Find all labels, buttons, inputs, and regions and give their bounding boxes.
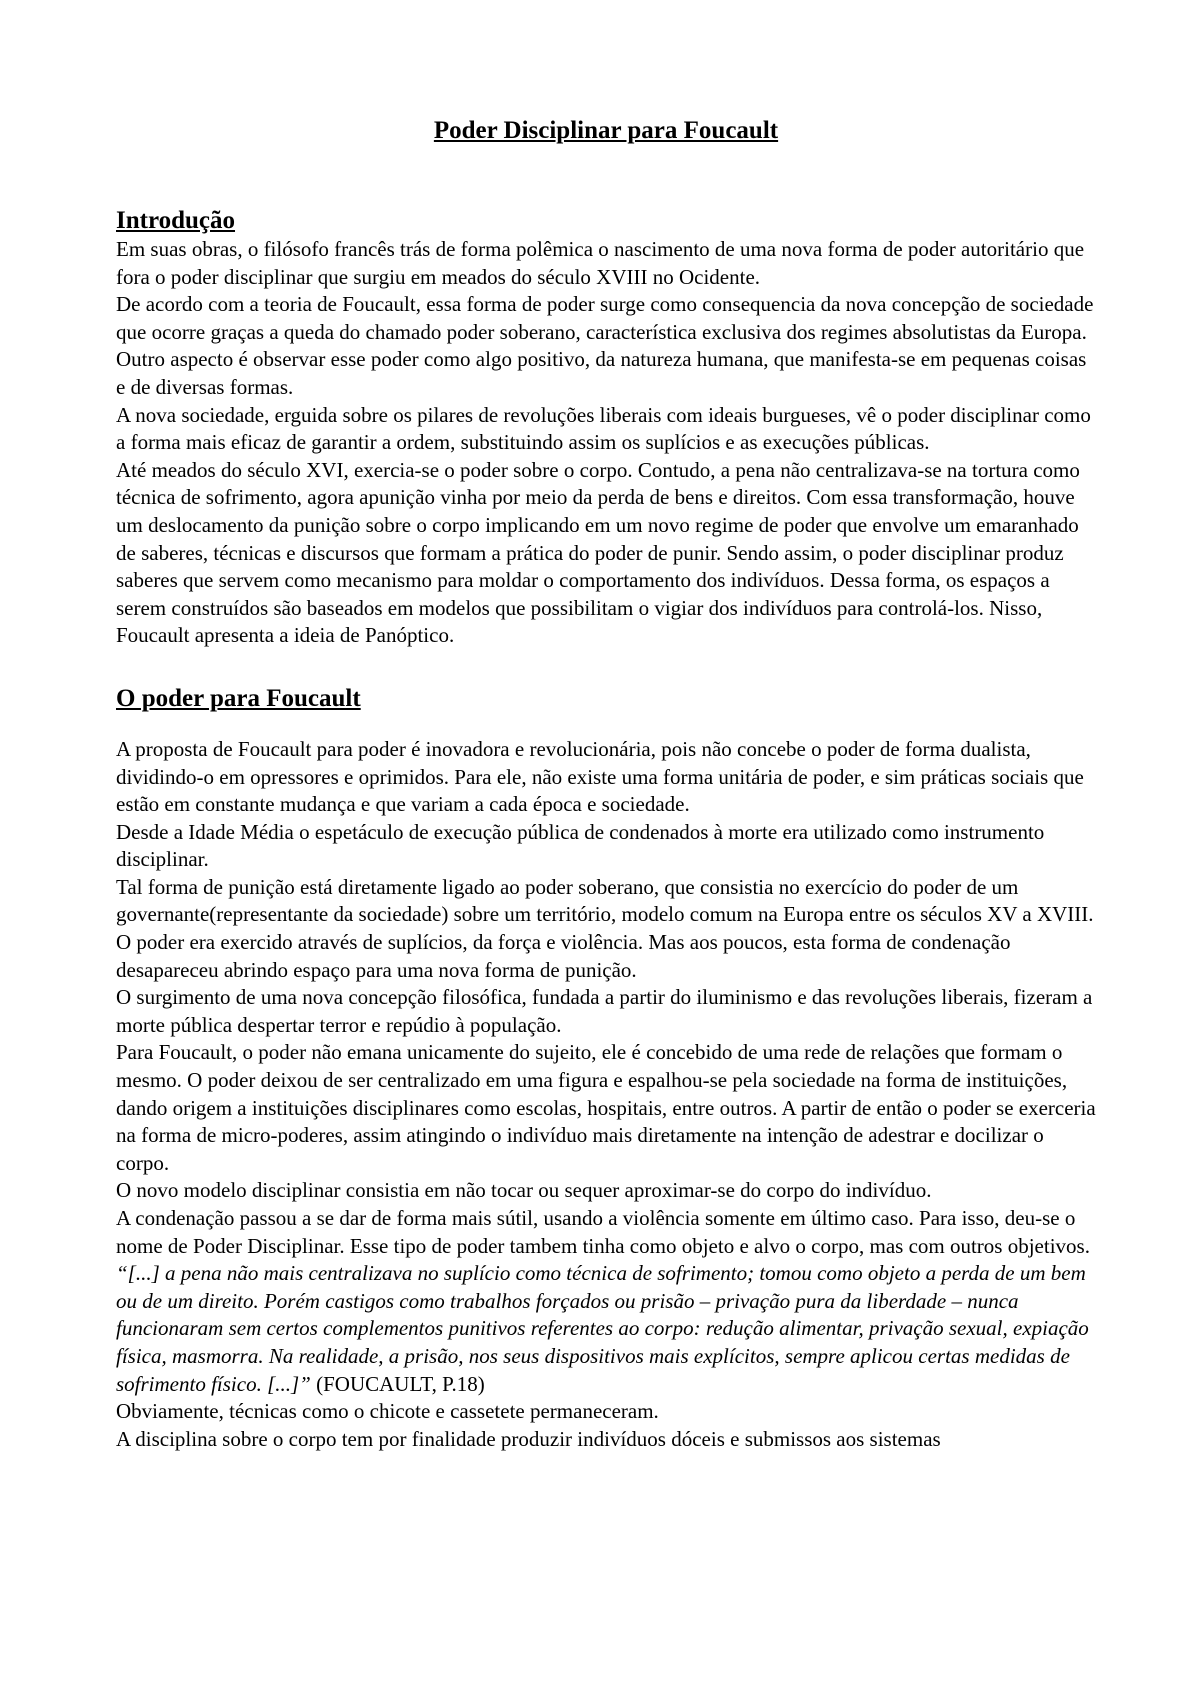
paragraph: Para Foucault, o poder não emana unicamente do sujeito, ele é concebido de uma rede de relações que formam o mesmo. O poder deixou de ser centralizado em uma figura e espalhou-se pela sociedade na forma de instituições, dando origem a instituições disciplinares como escolas, hospitais, entre outros. A partir de então o poder se exerceria na forma de micro-poderes, assim atingindo o indivíduo mais diretamente na intenção de adestrar e docilizar o corpo. (116, 1040, 1096, 1175)
paragraph: A proposta de Foucault para poder é inovadora e revolucionária, pois não concebe o poder de forma dualista, dividindo-o em opressores e oprimidos. Para ele, não existe uma forma unitária de poder, e sim práticas sociais que estão em constante mudança e que variam a cada época e sociedade. (116, 736, 1084, 817)
section-heading-o-poder-para-foucault: O poder para Foucault (116, 684, 361, 712)
document-title: Poder Disciplinar para Foucault (433, 117, 779, 144)
document-page (116, 116, 1096, 1453)
paragraph: Tal forma de punição está diretamente ligado ao poder soberano, que consistia no exercício do poder de um governante(representante da sociedade) sobre um território, modelo comum na Europa entre os séculos XV a XVIII. (116, 874, 1094, 927)
citation: (FOUCAULT, P.18) (310, 1371, 485, 1396)
paragraph: O novo modelo disciplinar consistia em não tocar ou sequer aproximar-se do corpo do indivíduo. (116, 1178, 932, 1203)
paragraph: O poder era exercido através de suplícios, da força e violência. Mas aos poucos, esta forma de condenação desapareceu abrindo espaço para uma nova forma de punição. (116, 930, 1011, 982)
quote-paragraph (116, 1205, 1096, 1398)
paragraph: Em suas obras, o filósofo francês trás de forma polêmica o nascimento de uma nova forma de poder autoritário que fora o poder disciplinar que surgiu em meados do século XVIII no Ocidente. (116, 237, 1085, 289)
paragraph: Até meados do século XVI, exercia-se o poder sobre o corpo. Contudo, a pena não centralizava-se na tortura como técnica de sofrimento, agora apunição vinha por meio da perda de bens e direitos. Com essa transformação, houve um deslocamento da punição sobre o corpo implicando em um novo regime de poder que envolve um emaranhado de saberes, técnicas e discursos que formam a prática do poder de punir. Sendo assim, o poder disciplinar produz saberes que servem como mecanismo para moldar o comportamento dos indivíduos. Dessa forma, os espaços a serem construídos são baseados em modelos que possibilitam o vigiar dos indivíduos para controlá-los. Nisso, Foucault apresenta a ideia de Panóptico. (116, 457, 1080, 648)
block-quote: “[...] a pena não mais centralizava no suplício como técnica de sofrimento; tomou como objeto a perda de um bem ou de um direito. Porém castigos como trabalhos forçados ou prisão – privação pura da liberdade – nunca funcionaram sem certos complementos punitivos referentes ao corpo: redução alimentar, privação sexual, expiação física, masmorra. Na realidade, a prisão, nos seus dispositivos mais explícitos, sempre aplicou certas medidas de sofrimento físico. [...]” (116, 1261, 1089, 1396)
paragraph: Obviamente, técnicas como o chicote e cassetete permaneceram. (116, 1399, 659, 1424)
paragraph: De acordo com a teoria de Foucault, essa forma de poder surge como consequencia da nova concepção de sociedade que ocorre graças a queda do chamado poder soberano, característica exclusiva dos regimes absolutistas da Europa. Outro aspecto é observar esse poder como algo positivo, da natureza humana, que manifesta-se em pequenas coisas e de diversas formas. (116, 292, 1094, 399)
paragraph: O surgimento de uma nova concepção filosófica, fundada a partir do iluminismo e das revoluções liberais, fizeram a morte pública despertar terror e repúdio à população. (116, 985, 1093, 1037)
quote-lead-text: A condenação passou a se dar de forma mais sútil, usando a violência somente em último caso. Para isso, deu-se o nome de Poder Disciplinar. Esse tipo de poder tambem tinha como objeto e alvo o corpo, mas com outros objetivos. (116, 1206, 1090, 1258)
paragraph: A disciplina sobre o corpo tem por finalidade produzir indivíduos dóceis e submissos aos sistemas (116, 1426, 941, 1451)
section-heading-introducao: Introdução (116, 207, 236, 234)
paragraph: Desde a Idade Média o espetáculo de execução pública de condenados à morte era utilizado como instrumento disciplinar. (116, 819, 1045, 872)
paragraph: A nova sociedade, erguida sobre os pilares de revoluções liberais com ideais burgueses, vê o poder disciplinar como a forma mais eficaz de garantir a ordem, substituindo assim os suplícios e as execuções públicas. (116, 402, 1091, 455)
